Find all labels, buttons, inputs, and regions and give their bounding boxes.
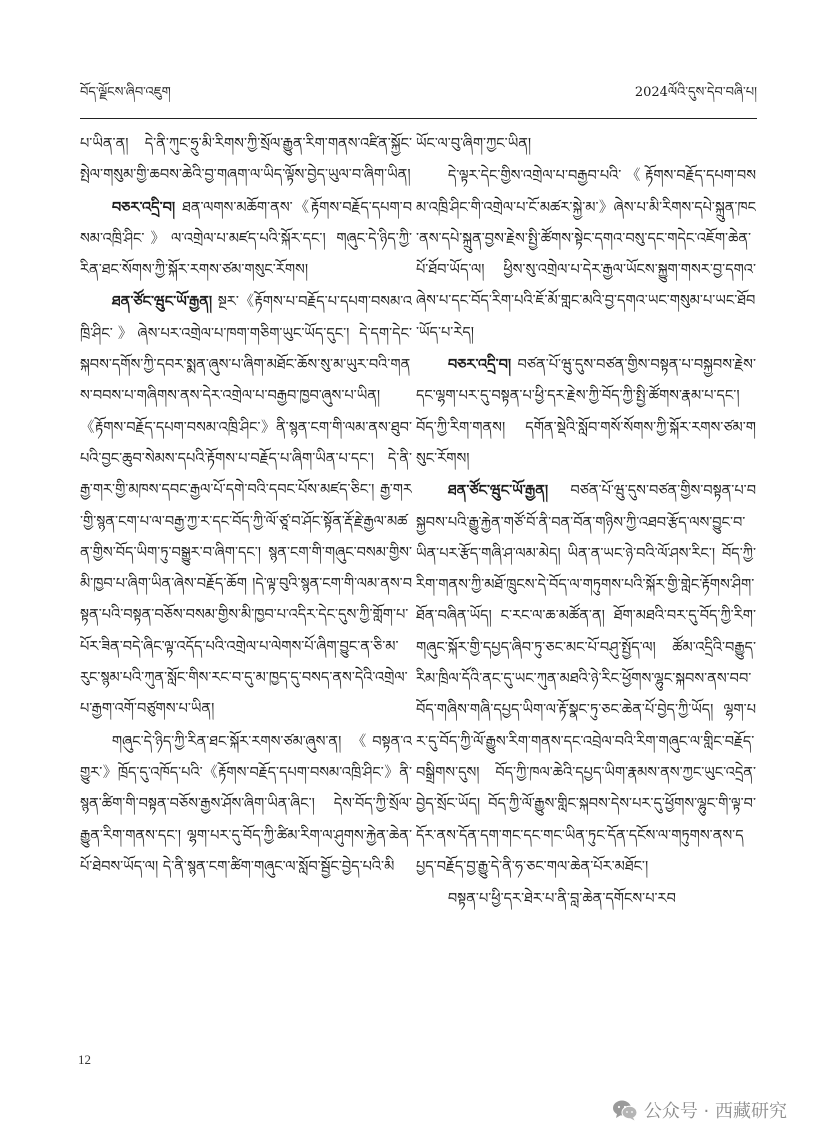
paragraph: བསྟན་པ་ཕྱི་དར་ཐེར་པ་ནི་བླ་ཆེན་དགོངས་པ་རབ [447,891,676,908]
paragraph: གཞུང་དེ་ཉིད་ཀྱི་རིན་ཐང་སྐོར་རགས་ཙམ་ཞུས་ན། 《བསྟན་འགྱུར་》ཁྲོད་དུ་འཁོད་པའི་《རྟོགས་བརྗོད་དཔག་བསམ་འཁྲི་ཤིང་》ནི་སྙན་ཚིག་གི་བསྟན་བཅོས་རྒྱས་ཤོས་ཞིག་ཡིན་ཞིང་། དེས་བོད་ཀྱི་སྲོལ་རྒྱུན་རིག་གནས་དང་། ལྷག་པར་དུ་བོད་ཀྱི་ཚིམ་རིག་ལ་ཤུགས་རྐྱེན་ཆེན་པོ་ཐེབས་ཡོད་ལ། དེ་ནི་སྙན་ངག་ཚིག་གཞུང་ལ་སློབ་སྦྱོང་བྱེད་པའི་མི [80,733,412,875]
interviewer-label: བཅར་འདྲི་བ། [447,356,518,374]
interviewee-label: ཐན་ཙོང་ཝུང་ཡོ་རྒྱན། [447,482,571,500]
right-column [416,128,756,1043]
interviewer-label: བཅར་འདྲི་བ། [111,198,183,216]
interviewee-label: ཐན་ཙོང་ཝུང་ཡོ་རྒྱན། [111,293,218,311]
running-header [80,85,757,119]
journal-title: བོད་ལྗོངས་ཞིབ་འཇུག [80,85,171,100]
paragraph: ཡོང་ལ་བུ་ཞིག་ཀྱང་ཡིན། [416,136,532,152]
paragraph: ཐན་ཙོང་ཝུང་ཡོ་རྒྱན། སྔར་《རྟོགས་པ་བརྗོད་པ་དཔག་བསམ་འཁྲི་ཤིང་》ཞེས་པར་འགྲེལ་པ་ཁག་གཅིག་ཡུང་ཡོད་དུང་། དེ་དག་དེང་སྐབས་དགོས་ཀྱི་དབར་སྨན་ཞུས་པ་ཞིག་མཐོང་ཆོས་སུ་མ་ཡུར་བའི་གནས་བབས་པ་གཞིགས་ནས་དེར་འགྲེལ་པ་བརྒྱབ་ཁྱབ་ཞུས་པ་ཡིན། 《རྟོགས་བརྗོད་དཔག་བསམ་འཁྲི་ཤིང་》ནི་སྙན་ངག་གི་ལམ་ནས་ཐུབ་པའི་བྱང་ཆུབ་སེམས་དཔའི་རྟོགས་པ་བརྗོད་པ་ཞིག་ཡིན་པ་དང་། དེ་ནི་རྒྱ་གར་གྱི་མཁས་དབང་རྒྱལ་པོ་དགེ་བའི་དབང་པོས་མཛད་ཅིང་། རྒྱ་གར་གྱི་སྙན་ངག་པ་ལ་བརྒྱ་ཀྱ་ར་དང་བོད་ཀྱི་ལོ་ཙཱ་བ་ཤོང་སྟོན་རྡོ་རྗེ་རྒྱལ་མཚན་གྱིས་བོད་ཡིག་ཏུ་བསྒྱུར་བ་ཞིག་དང་། སྙན་ངག་གི་གཞུང་བསམ་གྱིས་མི་ཁྱབ་པ་ཞིག་ཡིན་ཞེས་བརྗོད་ཆོག །དེ་ལྟ་བུའི་སྙན་ངག་གི་ལམ་ནས་བསྟན་པའི་བསྟན་བཅོས་བསམ་གྱིས་མི་ཁྱབ་པ་འདིར་དེང་དུས་ཀྱི་གློག་པ་པོར་ཟིན་བདེ་ཞིང་ལྟ་འདོད་པའི་འགྲེལ་པ་ལེགས་པོ་ཞིག་བྱུང་ན་ཅི་མ་རུང་སྙམ་པའི་ཀུན་སློང་གིས་རང་བ་དུ་མ་ཁྱད་དུ་བསད་ནས་དེའི་འགྲེལ་པ་རྒྱག་འགོ་བཙུགས་པ་ཡིན། [80,293,412,718]
watermark [612,1096,787,1124]
paragraph: དེ་ལྟར་དེང་གྱིས་འགྲེལ་པ་བརྒྱབ་པའི་《རྟོགས་བརྗོད་དཔག་བསམ་འཁྲི་ཤིང་གི་འགྲེལ་པ་ངོ་མཚར་སྐྱེ་མ་》ཞེས་པ་མི་རིགས་དཔེ་སྐྲུན་ཁང་ནས་དཔེ་སྐྲུན་བྱས་རྗེས་སྤྱི་ཚོགས་སྟེང་དགའ་བསུ་དང་གདེང་འཇོག་ཆེན་པོ་ཐོབ་ཡོད་ལ། ཕྱིས་སུ་འགྲེལ་པ་དེར་རྒྱལ་ཡོངས་སྐྱུག་གསར་བྱ་དགའ་ཞེས་པ་དང་བོད་རིག་པའི་ཇོ་མོ་གླང་མའི་བྱ་དགའ་ཡང་གསུམ་པ་ཡང་ཐོབ་ཡོད་པ་རེད། [416,168,756,341]
paragraph: བཅར་འདྲི་བ། བཙན་པོ་ཝུ་དུས་བཙན་གྱིས་བསྟན་པ་བསྐྱབས་རྗེས་དང་ལྷག་པར་དུ་བསྟན་པ་ཕྱི་དར་རྗེས་ཀྱི་བོད་ཀྱི་སྤྱི་ཚོགས་རྣམ་པ་དང་། བོད་ཀྱི་རིག་གནས། དགོན་སྡེའི་སློབ་གསོ་སོགས་ཀྱི་སྐོར་རགས་ཙམ་གསུང་རོགས། [416,356,756,467]
left-column [80,128,412,1043]
issue-label: 2024ལོའི་དུས་དེབ་བཞི་པ། [634,85,757,100]
page-number: 12 [78,1052,91,1067]
paragraph: བཅར་འདྲི་བ། ཐན་ལགས་མཆོག་ནས་《རྟོགས་བརྗོད་དཔག་བསམ་འཁྲི་ཤིང་》ལ་འགྲེལ་པ་མཛད་པའི་སྐོར་དང་། གཞུང་དེ་ཉིད་ཀྱི་རིན་ཐང་སོགས་ཀྱི་སྐོར་རགས་ཙམ་གསུང་རོགས། [80,198,412,279]
watermark-text: 公众号 · 西藏研究 [643,1101,787,1122]
paragraph: པ་ཡིན་ན། དེ་ནི་ཀུང་ཧྲུ་མི་རིགས་ཀྱི་སྲོལ་རྒྱུན་རིག་གནས་འཛིན་སྐྱོང་སྤེལ་གསུམ་གྱི་ཆབས་ཆེའི་བྱ་གཞག་ལ་ཡིད་ལྟོས་བྱེད་ཡུལ་བ་ཞིག་ཡིན། [80,136,412,184]
wechat-icon [612,1099,638,1121]
paragraph: ཐན་ཙོང་ཝུང་ཡོ་རྒྱན། བཙན་པོ་ཝུ་དུས་བཙན་གྱིས་བསྟན་པ་བསྐྱབས་པའི་རྒྱུ་རྐྱེན་གཙོ་བོ་ནི་བན་བོན་གཉིས་ཀྱི་འཐབ་རྩོད་ལས་བྱུང་བ་ཡིན་པར་རྩོད་གཞི་ཤ་ལམ་མེད། ཡིན་ན་ཡང་ཉེ་བའི་ལོ་ཤས་རིང་། བོད་ཀྱི་རིག་གནས་ཀྱི་མཐོ་ཁྲུངས་དེ་བོད་ལ་གཏུགས་པའི་སྐོར་གྱི་གླེང་རྟོགས་ཤིག་ཐོན་བཞིན་ཡོད། ང་རང་ལ་ཆ་མཚོན་ན། ཐོག་མཐའི་བར་དུ་བོད་ཀྱི་རིག་གཞུང་སྐོར་གྱི་དཔྱད་ཞིབ་ཏུ་ཅང་མང་པོ་བཤུ་སྤྱོད་ལ། ཚོམ་འདྲིའི་བརྒྱུད་རིམ་ཁྲིལ་དོའི་ནང་དུ་ཡང་ཀུན་མཐའི་ཉེ་རིང་ཕྱོགས་ལྷུང་སྐབས་ནས་བབ་བོད་གཞིས་གཞི་དཔྱད་ཡིག་ལ་རྟོ་སྣང་ཏུ་ཅང་ཆེན་པོ་བྱེད་ཀྱི་ཡོད། ལྷག་པར་དུ་བོད་ཀྱི་ལོ་རྒྱུས་རིག་གནས་དང་འབྲེལ་བའི་རིག་གཞུང་ལ་གླིང་བརྗོད་བསྒྲིགས་དུས། བོད་ཀྱི་ཁལ་ཆེའི་དཔྱད་ཡིག་རྣམས་ནས་ཀྱང་ཡུང་འདྲེན་བྱེད་སྲོང་ཡོད། བོད་ཀྱི་ལོ་རྒྱུས་གླིང་སྐབས་དེས་པར་དུ་ཕྱོགས་ལྷུང་གི་ལྟ་བ་དོར་ནས་དོན་དག་གང་དང་གང་ཡིན་ཏུང་དོན་དངོས་ལ་གཏུགས་ནས་དཔྱད་བརྗོད་བྱ་རྒྱུ་དེ་ནི་ཧ་ཅང་གལ་ཆེན་པོར་མཐོང་། [416,482,756,875]
